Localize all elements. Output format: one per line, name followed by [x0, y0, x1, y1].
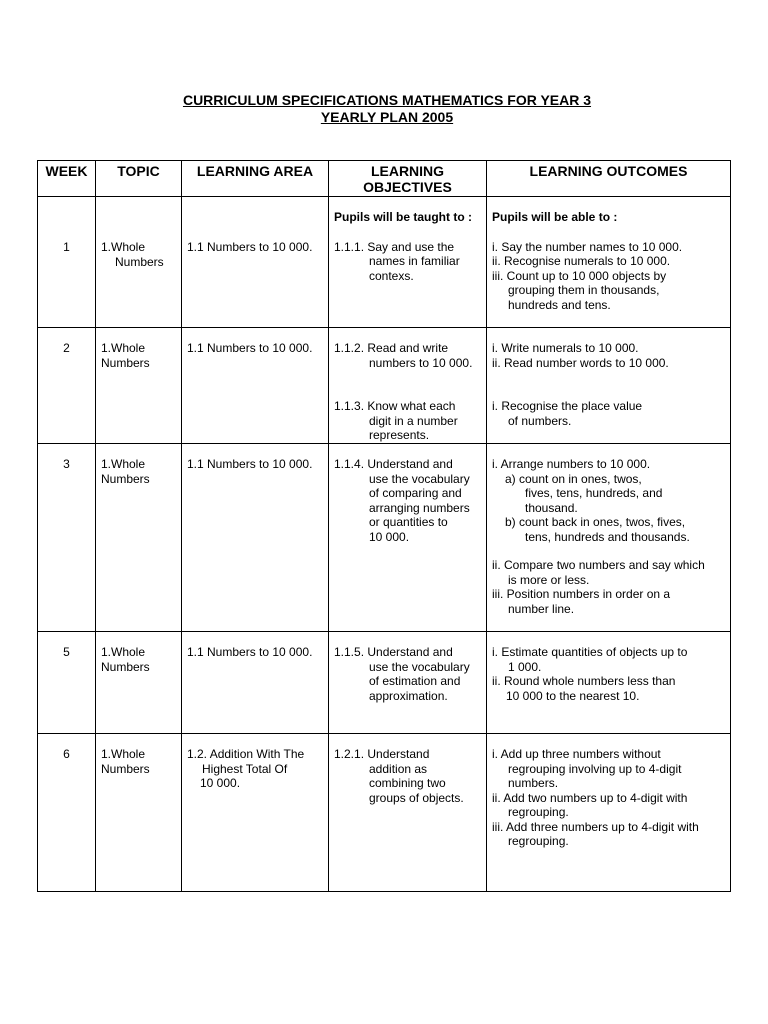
objectives-intro: Pupils will be taught to :: [334, 210, 472, 224]
header-objectives-line2: OBJECTIVES: [363, 179, 452, 195]
outcome-line: i. Arrange numbers to 10 000.: [492, 457, 651, 471]
objective-line: approximation.: [369, 688, 448, 703]
yearly-plan-table: [37, 160, 731, 892]
table-row: [38, 197, 731, 328]
objective-line: 1.1.5. Understand and: [334, 645, 453, 659]
topic-line: Numbers: [101, 761, 150, 776]
objective-line: 1.2.1. Understand: [334, 747, 430, 761]
objective-line: digit in a number: [369, 413, 458, 428]
week-cell: [38, 328, 96, 444]
objective-line: or quantities to: [369, 515, 448, 529]
topic-line: 1.Whole: [101, 240, 146, 254]
document-subtitle: YEARLY PLAN 2005: [320, 109, 454, 125]
learning-area-text: 1.1 Numbers to 10 000.: [187, 240, 313, 254]
topic-line: 1.Whole: [101, 457, 146, 471]
outcome-line: numbers.: [508, 776, 559, 790]
week-number: 3: [63, 457, 70, 471]
objective-line: 1.1.1. Say and use the: [334, 239, 455, 254]
outcome-line: a) count on in ones, twos,: [505, 471, 642, 486]
objectives-cell: [329, 444, 487, 632]
outcome-line: fives, tens, hundreds, and: [525, 486, 663, 500]
outcome-line: ii. Round whole numbers less than: [492, 674, 676, 688]
learning-area-line: 1.2. Addition With The: [187, 747, 305, 761]
learning-area-text: 1.1 Numbers to 10 000.: [187, 341, 313, 355]
objective-line: 10 000.: [369, 529, 410, 544]
outcome-line: is more or less.: [508, 572, 590, 587]
topic-cell: [96, 632, 182, 734]
outcome-line: ii. Recognise numerals to 10 000.: [492, 254, 671, 268]
objective-line: use the vocabulary: [369, 659, 470, 674]
objective-line: 1.1.2. Read and write: [334, 341, 449, 355]
learning-area-cell: [182, 632, 329, 734]
week-number: 2: [63, 341, 70, 355]
week-cell: [38, 632, 96, 734]
learning-area-line: Highest Total Of: [202, 761, 288, 776]
outcome-line: regrouping.: [508, 805, 569, 819]
objectives-cell: [329, 328, 487, 444]
objective-line: represents.: [369, 428, 430, 442]
topic-line: 1.Whole: [101, 341, 146, 355]
outcome-line: ii. Add two numbers up to 4-digit with: [492, 790, 688, 805]
learning-area-cell: [182, 328, 329, 444]
objective-line: combining two: [369, 776, 446, 790]
week-number: 5: [63, 645, 70, 659]
objective-line: addition as: [369, 761, 428, 776]
outcomes-cell: [487, 444, 731, 632]
topic-line: 1.Whole: [101, 645, 146, 659]
outcome-line: regrouping.: [508, 834, 569, 848]
week-number: 1: [63, 240, 70, 254]
header-objectives-line1: LEARNING: [370, 163, 445, 179]
outcome-line: 10 000 to the nearest 10.: [506, 688, 640, 703]
outcome-line: iii. Position numbers in order on a: [492, 587, 671, 601]
topic-line: Numbers: [115, 254, 164, 269]
learning-area-cell: [182, 444, 329, 632]
objectives-cell: [329, 632, 487, 734]
objective-line: names in familiar: [369, 254, 460, 268]
outcome-line: i. Recognise the place value: [492, 399, 643, 413]
outcome-line: of numbers.: [508, 413, 572, 428]
header-topic: TOPIC: [96, 161, 182, 197]
outcome-line: 1 000.: [508, 659, 542, 674]
topic-cell: [96, 328, 182, 444]
table-row: [38, 734, 731, 892]
topic-line: Numbers: [101, 355, 150, 370]
outcomes-cell: [487, 197, 731, 328]
outcome-line: iii. Add three numbers up to 4-digit with: [492, 819, 699, 834]
learning-area-line: 10 000.: [200, 776, 241, 790]
table-row: [38, 328, 731, 444]
outcome-line: number line.: [508, 601, 575, 616]
objective-line: of estimation and: [369, 674, 461, 688]
learning-area-cell: [182, 734, 329, 892]
outcome-line: ii. Read number words to 10 000.: [492, 355, 669, 370]
week-cell: [38, 734, 96, 892]
topic-line: Numbers: [101, 659, 150, 674]
objective-line: arranging numbers: [369, 500, 470, 515]
header-learning-objectives: [329, 161, 487, 197]
outcome-line: thousand.: [525, 500, 578, 515]
header-learning-area: LEARNING AREA: [182, 161, 329, 197]
outcomes-cell: [487, 632, 731, 734]
outcome-line: b) count back in ones, twos, fives,: [505, 515, 686, 529]
objectives-cell: [329, 734, 487, 892]
objective-line: of comparing and: [369, 486, 462, 500]
objective-line: 1.1.3. Know what each: [334, 399, 456, 413]
objective-line: groups of objects.: [369, 790, 464, 805]
objective-line: contexs.: [369, 268, 414, 283]
header-learning-outcomes: LEARNING OUTCOMES: [487, 161, 731, 197]
table-row: [38, 444, 731, 632]
outcome-line: ii. Compare two numbers and say which: [492, 558, 705, 572]
learning-area-text: 1.1 Numbers to 10 000.: [187, 457, 313, 471]
outcome-line: regrouping involving up to 4-digit: [508, 761, 682, 776]
outcome-line: grouping them in thousands,: [508, 283, 660, 297]
week-cell: [38, 197, 96, 328]
table-row: [38, 632, 731, 734]
outcome-line: hundreds and tens.: [508, 297, 611, 312]
outcome-line: tens, hundreds and thousands.: [525, 529, 690, 544]
learning-area-text: 1.1 Numbers to 10 000.: [187, 645, 313, 659]
header-row: [38, 161, 731, 197]
outcomes-intro: Pupils will be able to :: [492, 210, 618, 224]
objective-line: use the vocabulary: [369, 471, 470, 486]
outcome-line: i. Write numerals to 10 000.: [492, 341, 639, 355]
week-number: 6: [63, 747, 70, 761]
topic-cell: [96, 444, 182, 632]
outcome-line: iii. Count up to 10 000 objects by: [492, 268, 667, 283]
outcome-line: i. Add up three numbers without: [492, 747, 661, 761]
document-title: CURRICULUM SPECIFICATIONS MATHEMATICS FOR YEAR 3: [182, 92, 592, 108]
outcome-line: i. Estimate quantities of objects up to: [492, 645, 688, 659]
objective-line: 1.1.4. Understand and: [334, 457, 453, 471]
topic-cell: [96, 734, 182, 892]
outcome-line: i. Say the number names to 10 000.: [492, 239, 683, 254]
outcomes-cell: [487, 734, 731, 892]
objective-line: numbers to 10 000.: [369, 355, 473, 370]
outcomes-cell: [487, 328, 731, 444]
objectives-cell: [329, 197, 487, 328]
topic-cell: [96, 197, 182, 328]
header-week: WEEK: [38, 161, 96, 197]
topic-line: Numbers: [101, 471, 150, 486]
week-cell: [38, 444, 96, 632]
topic-line: 1.Whole: [101, 747, 146, 761]
learning-area-cell: [182, 197, 329, 328]
